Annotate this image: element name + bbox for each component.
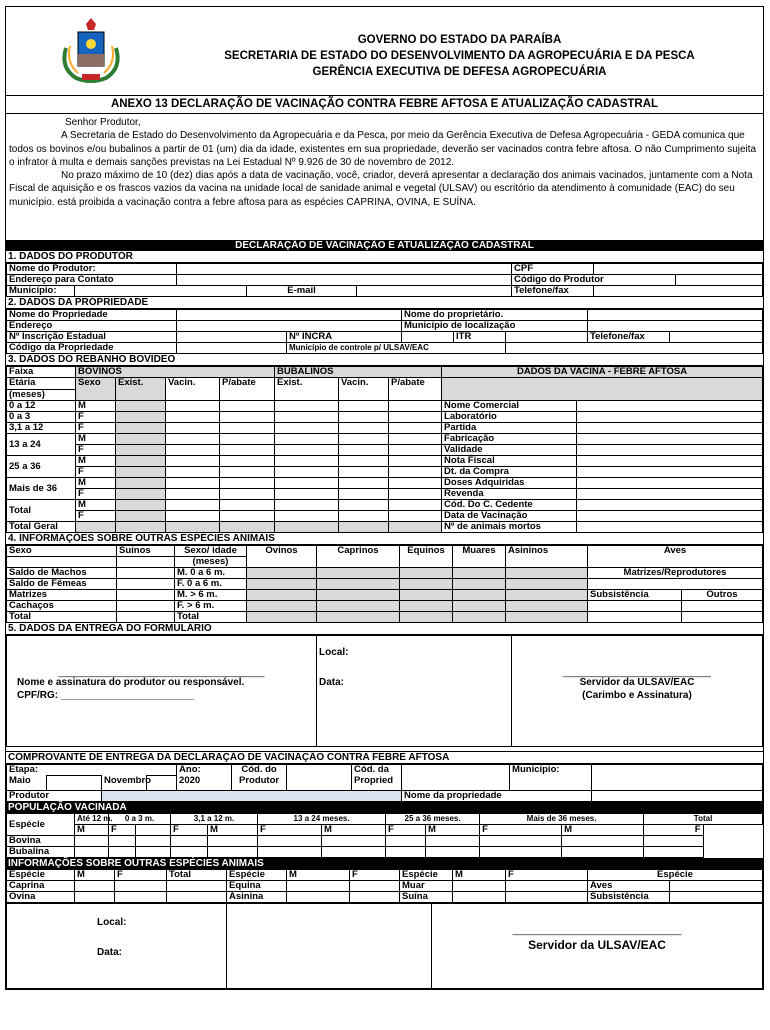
exist-col: Exist. <box>116 378 166 401</box>
herd-row: 0 a 3 F Laboratório <box>7 412 763 423</box>
vaccine-blank <box>442 378 763 401</box>
greeting: Senhor Produtor, <box>65 117 141 128</box>
species-row: Total Total <box>7 612 763 623</box>
meses-header: (meses) <box>7 389 76 401</box>
property-phone-label: Telefone/fax <box>588 332 670 343</box>
footer-server-signature[interactable] <box>432 904 763 989</box>
cpf-rg-caption: CPF/RG: ________________________ <box>17 690 195 701</box>
property-code-box[interactable] <box>402 765 510 791</box>
incra-field[interactable] <box>402 332 454 343</box>
species-row: Saldo de Fêmeas F. 0 a 6 m. <box>7 579 763 590</box>
stamp-caption: (Carimbo e Assinatura) <box>582 690 692 701</box>
herd-row: 0 a 12 M Nome Comercial <box>7 401 763 412</box>
server-signature-line: ____________________________ <box>563 667 711 678</box>
herd-row: F Revenda <box>7 489 763 500</box>
server-signature-block[interactable] <box>512 636 763 747</box>
herd-row: F Dt. da Compra <box>7 467 763 478</box>
property-address-field[interactable] <box>177 321 402 332</box>
server-caption: Servidor da ULSAV/EAC <box>579 677 695 688</box>
local-label: Local: <box>319 647 349 658</box>
property-table <box>6 309 763 354</box>
signature-caption: Nome e assinatura do produtor ou responsável. <box>17 677 245 688</box>
contact-address-field[interactable] <box>177 275 512 286</box>
receipt-title: COMPROVANTE DE ENTREGA DA DECLARAÇÃO DE VACINAÇÃO CONTRA FEBRE AFTOSA <box>6 751 763 764</box>
property-name-label: Nome do Propriedade <box>7 310 177 321</box>
producer-table <box>6 263 763 297</box>
cpf-label: CPF <box>512 264 594 275</box>
municipality-field[interactable] <box>75 286 247 297</box>
herd-row: 25 a 36 M Nota Fiscal <box>7 456 763 467</box>
propried-label: Propried <box>352 776 402 791</box>
header-titles <box>176 7 763 95</box>
species-row: Saldo de Machos M. 0 a 6 m. Matrizes/Reprodutores <box>7 568 763 579</box>
other-species-bar: INFORMAÇÕES SOBRE OUTRAS ESPÉCIES ANIMAIS <box>6 858 763 869</box>
footer-server-caption: Servidor da ULSAV/EAC <box>528 938 666 952</box>
email-label: E-mail <box>247 286 357 297</box>
form-page <box>5 6 764 990</box>
section-3-title: 3. DADOS DO REBANHO BOVIDEO <box>6 354 763 366</box>
property-code-field[interactable] <box>177 343 287 354</box>
herd-row: Total Geral Nº de animais mortos <box>7 522 763 533</box>
intro-paragraph-1: A Secretaria de Estado do Desenvolvimento da Agropecuária e da Pesca, por meio da Gerência Executiva de Defesa Agropecuária - GEDA comunica que todos os bovinos e/ou bubalinos a partir de 01 (um) dia da idade, existentes em sua propriedade, deverão ser vacinados contra febre aftosa. O não Cumprimento sujeita o infrator à multa e demais sanções previstas na Lei Estadual Nº 9.926 de 30 de novembro de 2012. <box>9 130 757 168</box>
herd-row: F Validade <box>7 445 763 456</box>
sexo-header: Sexo <box>7 546 117 557</box>
herd-row: 3,1 a 12 F Partida <box>7 423 763 434</box>
declaration-bar: DECLARAÇÃO DE VACINAÇÃO E ATUALIZAÇÃO CADASTRAL <box>6 240 763 251</box>
location-municipality-label: Município de localização <box>402 321 588 332</box>
meses-subheader: (meses) <box>175 557 247 568</box>
produtor-label: Produtor <box>232 776 287 791</box>
herd-row: F Data de Vacinação <box>7 511 763 522</box>
other-species-summary-table: Espécie M F Total Espécie M F Espécie M F Espécie Caprina Equina Muar Aves Ovina Asinina Suína Subsistência <box>6 869 763 903</box>
suinos-header: Suínos <box>117 546 175 557</box>
intro-paragraph-2: No prazo máximo de 10 (dez) dias após a data de vacinação, você, criador, deverá apresentar a declaração dos animais vacinados, juntamente com a Nota Fiscal de aquisição e os frascos vazios da vacina na unidade local de sanidade animal e vegetal (ULSAV) ou escritório da atendimento à comunidade (EAC) do seu município. está proibida a vacinação contra a febre aftosa para as espécies CAPRINA, OVINA, E SUÍNA. <box>9 170 753 208</box>
contact-address-label: Endereço para Contato <box>7 275 177 286</box>
producer-name-field[interactable] <box>177 264 512 275</box>
buf-exist-col: Exist. <box>275 378 339 401</box>
signature-line: _______________________________________ <box>58 667 265 678</box>
producer-code-field[interactable] <box>676 275 763 286</box>
receipt-table <box>6 764 763 802</box>
sex-col: Sexo <box>76 378 116 401</box>
vaccinated-population-bar: POPULAÇÃO VACINADA <box>6 802 763 813</box>
state-registration-label: Nº Inscrição Estadual <box>7 332 177 343</box>
footer-local-data[interactable] <box>7 904 227 989</box>
annex-title: ANEXO 13 DECLARAÇÃO DE VACINAÇÃO CONTRA FEBRE AFTOSA E ATUALIZAÇÃO CADASTRAL <box>6 96 763 114</box>
cod-da-label: Cód. da <box>352 765 402 776</box>
management-title: GERÊNCIA EXECUTIVA DE DEFESA AGROPECUÁRIA <box>312 66 607 78</box>
vacin-col: Vacin. <box>166 378 220 401</box>
herd-row: Mais de 36 M Doses Adquiridas <box>7 478 763 489</box>
cpf-field[interactable] <box>594 264 763 275</box>
species-row: Cachaços F. > 6 m. <box>7 601 763 612</box>
buf-vacin-col: Vacin. <box>339 378 389 401</box>
novembro-checkbox[interactable] <box>147 776 177 791</box>
bubalinos-header: BUBALINOS <box>275 367 442 378</box>
ovinos-header: Ovinos <box>247 546 317 568</box>
bubalina-row: Bubalina <box>7 847 763 858</box>
ano-label: Ano: <box>177 765 232 776</box>
producer-signature-block[interactable] <box>7 636 317 747</box>
footer-local-label: Local: <box>97 917 127 928</box>
herd-row: 13 a 24 M Fabricação <box>7 434 763 445</box>
bovinos-header: BOVINOS <box>76 367 275 378</box>
vaccinated-population-table: Espécie Até 12 m. 0 a 3 m. 3,1 a 12 m. 13 a 24 meses. 25 a 36 meses. Mais de 36 meses. Total M F F M F M F M F M F Bovina Bubalina <box>6 813 763 858</box>
property-address-label: Endereço <box>7 321 177 332</box>
email-field[interactable] <box>357 286 512 297</box>
owner-name-field[interactable] <box>588 310 763 321</box>
receipt-producer-field[interactable] <box>102 791 402 802</box>
property-name-field[interactable] <box>177 310 402 321</box>
phone-field[interactable] <box>594 286 763 297</box>
caprinos-header: Caprinos <box>317 546 400 568</box>
section-5-title: 5. DADOS DA ENTREGA DO FORMULÁRIO <box>6 623 763 635</box>
control-municipality-field[interactable] <box>506 343 763 354</box>
intro-text <box>6 114 763 240</box>
local-data-block[interactable] <box>317 636 512 747</box>
state-registration-field[interactable] <box>177 332 287 343</box>
section-4-title: 4. INFORMAÇÕES SOBRE OUTRAS ESPÉCIES ANIMAIS <box>6 533 763 545</box>
etapa-label: Etapa: <box>7 765 177 776</box>
maio-label: Maio <box>7 776 47 791</box>
property-code-label: Código da Propriedade <box>7 343 177 354</box>
other-species-table <box>6 545 763 623</box>
equinos-header: Equinos <box>400 546 453 568</box>
footer-signature-line: ________________________________ <box>512 925 682 936</box>
incra-label: Nº INCRA <box>287 332 402 343</box>
municipio-label: Município: <box>510 765 592 776</box>
receipt-producer-label: Produtor <box>7 791 102 802</box>
producer-code-label: Código do Produtor <box>512 275 676 286</box>
municipio-box[interactable] <box>592 765 763 791</box>
ano-value: 2020 <box>177 776 232 791</box>
faixa-header: Faixa <box>7 367 76 378</box>
footer-data-label: Data: <box>97 947 123 958</box>
delivery-table <box>6 635 763 747</box>
asininos-header: Asininos <box>506 546 588 568</box>
cod-do-label: Cód. do <box>232 765 287 776</box>
pop-especie-header: Espécie <box>7 814 75 836</box>
herd-row: Total M Cód. Do C. Cedente <box>7 500 763 511</box>
coat-of-arms-icon <box>6 7 176 95</box>
section-1-title: 1. DADOS DO PRODUTOR <box>6 251 763 263</box>
header <box>6 7 763 96</box>
location-municipality-field[interactable] <box>588 321 763 332</box>
municipality-label: Município: <box>7 286 75 297</box>
novembro-label: Novembro <box>102 776 147 791</box>
itr-field[interactable] <box>506 332 588 343</box>
phone-label: Telefone/fax <box>512 286 594 297</box>
species-row: Matrizes M. > 6 m. Subsistência Outros <box>7 590 763 601</box>
producer-code-box[interactable] <box>287 765 352 791</box>
secretary-title: SECRETARIA DE ESTADO DO DESENVOLVIMENTO DA AGROPECUÁRIA E DA PESCA <box>224 50 695 62</box>
aves-header: Aves <box>588 546 763 568</box>
property-phone-field[interactable] <box>670 332 763 343</box>
herd-table <box>6 366 763 533</box>
owner-name-label: Nome do proprietário. <box>402 310 588 321</box>
control-municipality-label: Município de controle p/ ULSAV/EAC <box>287 343 506 354</box>
maio-checkbox[interactable] <box>47 776 102 791</box>
etaria-header: Etária <box>7 378 76 390</box>
bovina-row: Bovina <box>7 836 763 847</box>
vaccine-data-header: DADOS DA VACINA - FEBRE AFTOSA <box>442 367 763 378</box>
gov-title: GOVERNO DO ESTADO DA PARAÍBA <box>357 34 562 46</box>
producer-name-label: Nome do Produtor: <box>7 264 177 275</box>
sexo-idade-header: Sexo/ idade <box>175 546 247 557</box>
section-2-title: 2. DADOS DA PROPRIEDADE <box>6 297 763 309</box>
receipt-property-name-field[interactable] <box>592 791 763 802</box>
data-label: Data: <box>319 677 345 688</box>
buf-pabate-col: P/abate <box>389 378 442 401</box>
pabate-col: P/abate <box>220 378 275 401</box>
muares-header: Muares <box>453 546 506 568</box>
receipt-property-name-label: Nome da propriedade <box>402 791 592 802</box>
footer-table <box>6 903 763 989</box>
itr-label: ITR <box>454 332 506 343</box>
